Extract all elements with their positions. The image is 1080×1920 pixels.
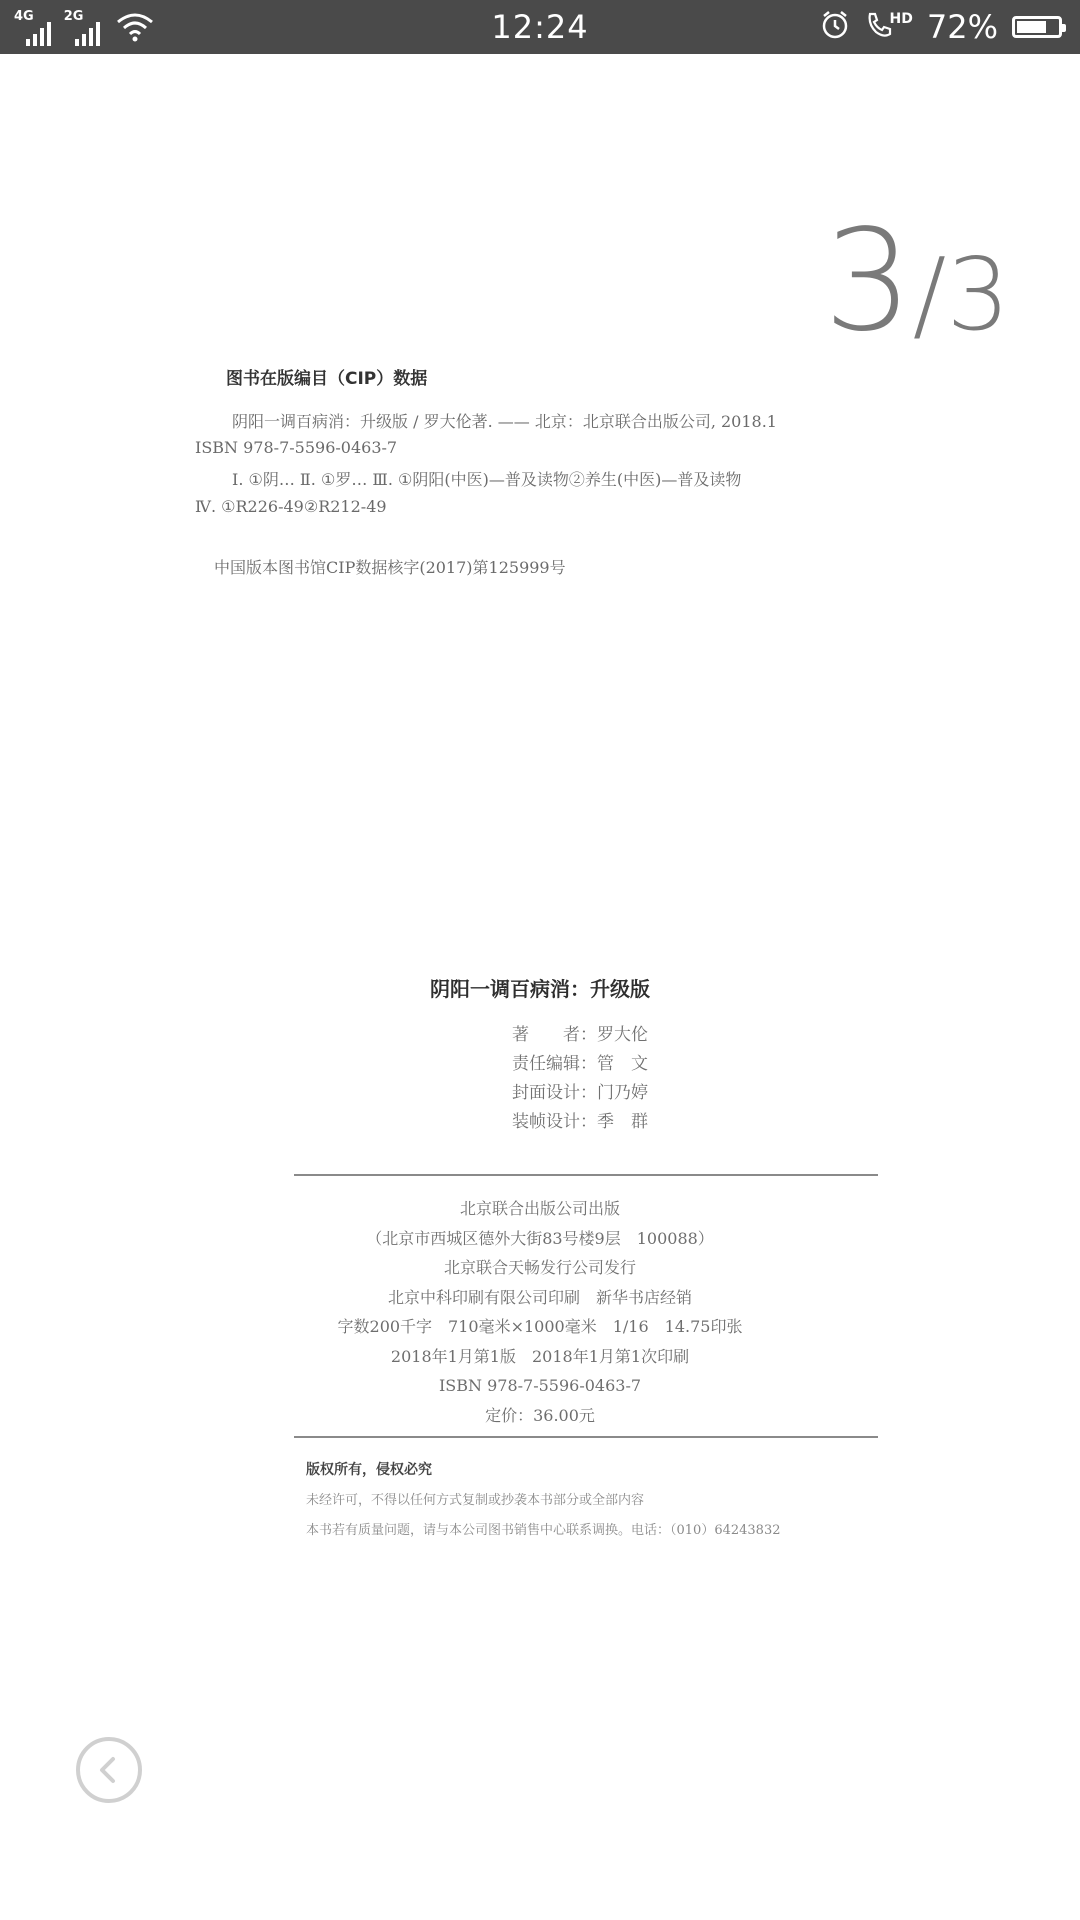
rights-line: 本书若有质量问题，请与本公司图书销售中心联系调换。电话：（010）64243832: [306, 1523, 781, 1538]
cip-line: ISBN 978-7-5596-0463-7: [195, 438, 398, 457]
cip-line: Ⅳ. ①R226-49②R212-49: [195, 497, 387, 516]
publisher-line: 北京联合出版公司出版: [459, 1199, 620, 1218]
back-button[interactable]: [76, 1737, 142, 1803]
page-counter: [824, 200, 1010, 363]
credit-label: 封面设计：: [512, 1083, 597, 1103]
status-right: [806, 8, 1062, 46]
network-label-2: 2G: [63, 9, 84, 24]
credit-row: [512, 1108, 648, 1137]
credit-label: 著 者：: [512, 1025, 597, 1045]
divider: [294, 1436, 878, 1438]
credit-row: [512, 1079, 648, 1108]
hd-label: HD: [889, 11, 913, 27]
page-separator: /: [912, 236, 947, 353]
status-bar: [0, 0, 1080, 54]
page-current: 3: [823, 200, 913, 363]
battery-icon: [1012, 16, 1062, 38]
cip-title: 图书在版编目（CIP）数据: [226, 369, 428, 389]
chevron-left-icon: [94, 1755, 124, 1785]
publisher-line: 字数200千字 710毫米×1000毫米 1/16 14.75印张: [337, 1317, 743, 1336]
cip-line: 中国版本图书馆CIP数据核字(2017)第125999号: [214, 558, 566, 577]
network-label-1: 4G: [14, 9, 34, 24]
credit-value: 罗大伦: [597, 1025, 648, 1045]
page-total: 3: [946, 236, 1010, 353]
credit-value: 管 文: [597, 1054, 648, 1074]
credit-label: 责任编辑：: [512, 1054, 597, 1074]
publisher-line: 北京联合天畅发行公司发行: [443, 1258, 636, 1277]
credit-value: 门乃婷: [597, 1083, 648, 1103]
divider: [294, 1174, 878, 1176]
cip-line: Ⅰ. ①阴… Ⅱ. ①罗… Ⅲ. ①阴阳(中医)—普及读物②养生(中医)—普及读物: [232, 470, 742, 489]
publisher-line: （北京市西城区德外大街83号楼9层 100088）: [366, 1228, 714, 1248]
book-title: 阴阳一调百病消：升级版: [430, 977, 650, 1001]
publisher-info: [0, 1194, 1080, 1430]
credits: [512, 1021, 648, 1137]
rights-line: 未经许可，不得以任何方式复制或抄袭本书部分或全部内容: [306, 1493, 645, 1508]
publisher-line: ISBN 978-7-5596-0463-7: [438, 1376, 642, 1395]
credit-label: 装帧设计：: [512, 1112, 597, 1132]
credit-row: [512, 1050, 648, 1079]
publisher-line: 2018年1月第1版 2018年1月第1次印刷: [390, 1346, 690, 1366]
battery-percent: 72%: [926, 8, 998, 46]
battery-fill: [1017, 21, 1046, 33]
credit-value: 季 群: [597, 1112, 648, 1132]
credit-row: [512, 1021, 648, 1050]
rights-title: 版权所有，侵权必究: [306, 1462, 432, 1478]
publisher-line: 北京中科印刷有限公司印刷 新华书店经销: [387, 1287, 692, 1307]
publisher-line: 定价：36.00元: [485, 1405, 595, 1425]
clock: 12:24: [491, 8, 589, 46]
cip-line: 阴阳一调百病消：升级版 / 罗大伦著. —— 北京：北京联合出版公司, 2018.1: [232, 412, 777, 431]
alarm-icon: [820, 10, 850, 44]
